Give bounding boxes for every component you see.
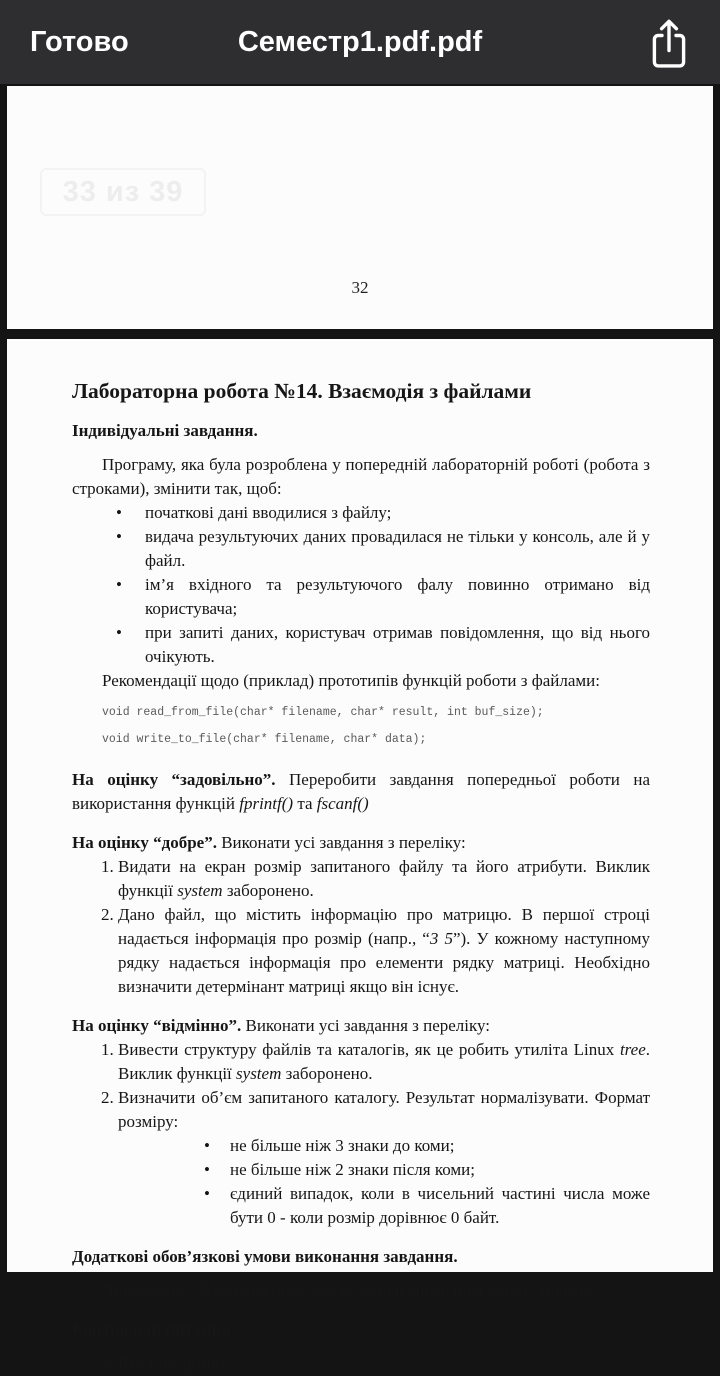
text-run: не більше ніж 3 знаки до коми; (230, 1136, 455, 1155)
text-run: видача результуючих даних провадилася не тільки у консоль, але й у файл. (145, 527, 650, 570)
share-icon (646, 15, 692, 72)
doc-paragraph (72, 1279, 650, 1303)
text-run: початкові дані вводилися з файлу; (145, 503, 392, 522)
bold-run: На оцінку “добре”. (72, 833, 217, 852)
doc-paragraph (72, 453, 650, 501)
code-line: void read_from_file(char* filename, char* result, int buf_size); (102, 706, 544, 719)
text-run: Рекомендації щодо (приклад) прототипів функцій роботи з файлами: (102, 671, 600, 690)
page-indicator: 33 из 39 (40, 168, 206, 216)
text-run: Програму, яка була розроблена у попередній лабораторній роботі (робота з строками), змінити так, щоб: (72, 455, 650, 498)
doc-numbered-list (72, 855, 650, 999)
italic-run: fscanf() (316, 794, 369, 813)
doc-paragraph (72, 768, 650, 816)
bold-run: На оцінку “відмінно”. (72, 1016, 242, 1035)
doc-numbered-list (72, 1352, 650, 1376)
text-run: Вивести структуру файлів та каталогів, як це робить утиліта Linux (118, 1040, 620, 1059)
text-run: при запиті даних, користувач отримав повідомлення, що від нього очікують. (145, 623, 650, 666)
text-run: ім’я вхідного та результуючого фалу повинно отримано від користувача; (145, 575, 650, 618)
text-run: Виконати усі завдання з переліку: (241, 1016, 491, 1035)
bullet-item (145, 525, 650, 573)
doc-subheading: Додаткові обов’язкові умови виконання завдання. (72, 1247, 458, 1266)
numbered-item (118, 903, 650, 999)
done-button[interactable]: Готово (30, 0, 129, 84)
doc-paragraph (72, 669, 650, 693)
page-divider (7, 329, 713, 339)
text-run: Видати на екран розмір запитаного файлу та його атрибути. Виклик функції (118, 857, 650, 900)
text-run: Визначити об’єм запитаного каталогу. Результат нормалізувати. Формат розміру: (118, 1088, 650, 1131)
text-run: . Виклик функції (118, 1040, 650, 1083)
navbar (0, 0, 720, 84)
doc-paragraph (72, 1014, 650, 1038)
bold-run: На оцінку “задовільно”. (72, 770, 276, 789)
numbered-item (118, 1038, 650, 1086)
doc-bullet-list (72, 501, 650, 669)
bullet-item (145, 573, 650, 621)
page-number: 32 (351, 278, 369, 297)
numbered-item (118, 1352, 650, 1376)
doc-heading: Лабораторна робота №14. Взаємодія з файлами (72, 379, 532, 403)
text-run: заборонено. (281, 1064, 373, 1083)
italic-run: 3 5 (429, 929, 453, 948)
text-run: Дано файл, що містить інформацію про матрицю. В першої строці надається інформація про розмір (напр., “ (118, 905, 650, 948)
numbered-item (118, 855, 650, 903)
text-run: Переробити завдання попередньої роботи на використання функцій (72, 770, 650, 813)
text-run: Див. розділ “Додаткові обов’язкові умови виконання робот. Модуль 2” (102, 1281, 612, 1300)
italic-run: system (236, 1064, 282, 1083)
sub-bullet-item (230, 1182, 650, 1230)
document-title: Семестр1.pdf.pdf (237, 25, 483, 58)
text-run: не більше ніж 2 знаки після коми; (230, 1160, 475, 1179)
italic-run: tree (619, 1040, 646, 1059)
numbered-item (118, 1086, 650, 1230)
italic-run: fprintf() (239, 794, 294, 813)
code-line: void write_to_file(char* filename, char* data); (102, 733, 427, 746)
text-run: Виконати усі завдання з переліку: (216, 833, 466, 852)
doc-subheading: Індивідуальні завдання. (72, 421, 258, 440)
share-button[interactable] (642, 12, 696, 74)
doc-numbered-list (72, 1038, 650, 1230)
italic-run: system (177, 881, 223, 900)
sub-bullet-item (230, 1134, 650, 1158)
doc-subheading: Контрольні питання. (72, 1320, 236, 1339)
text-run: єдиний випадок, коли в чисельний частині числа може бути 0 - коли розмір дорівнює 0 байт. (230, 1184, 650, 1227)
pdf-scroll-area[interactable] (0, 84, 720, 1373)
bullet-item (145, 621, 650, 669)
doc-sub-bullet-list (118, 1134, 650, 1230)
pdf-page-2-content (7, 339, 713, 1373)
text-run: ”). У кожному наступному рядку надається інформація про елементи рядку матриці. Необхідно визначити детермінант матриці якщо він існує. (118, 929, 651, 996)
doc-paragraph (72, 831, 650, 855)
text-run: заборонено. (222, 881, 314, 900)
text-run: та (293, 794, 317, 813)
doc-code-block (102, 699, 650, 753)
sub-bullet-item (230, 1158, 650, 1182)
bullet-item (145, 501, 650, 525)
pdf-page-1 (7, 86, 713, 329)
text-run: Що таке файл? (118, 1354, 227, 1373)
